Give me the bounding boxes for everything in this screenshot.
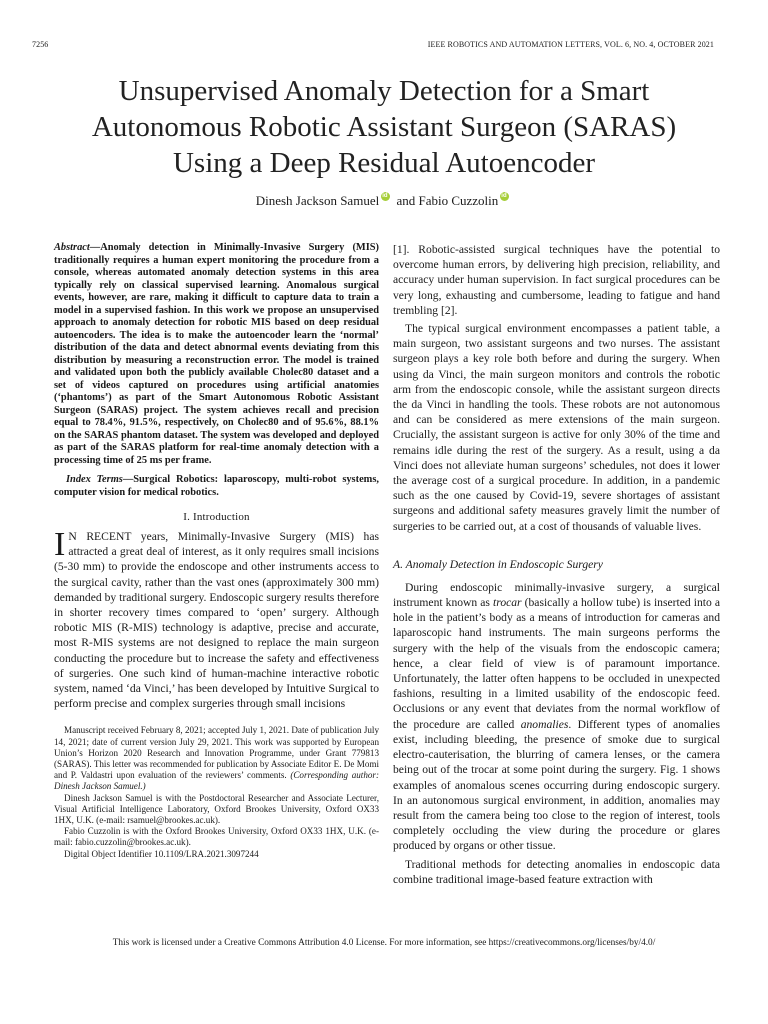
subsection-heading: A. Anomaly Detection in Endoscopic Surgery [393, 557, 603, 571]
footnote-doi: Digital Object Identifier 10.1109/LRA.2021.3097244 [64, 848, 259, 859]
abstract-label: Abstract [54, 242, 90, 253]
intro-paragraph [54, 526, 379, 711]
footnote-manuscript [54, 725, 379, 792]
orcid-icon[interactable] [381, 192, 390, 201]
right-column [393, 242, 720, 887]
index-terms-label: Index Terms [66, 474, 123, 485]
right-paragraph-1: [1]. Robotic-assisted surgical techniques have the potential to overcome human errors, by delivering high precision, reliability, and accuracy under human supervision. In fact surgical procedures can be very long, exhausting and cumbersome, leading to fatigue and hand trembling [2]. [393, 243, 720, 317]
section-heading-introduction: I. Introduction [183, 511, 250, 523]
abstract-text: —Anomaly detection in Minimally-Invasive Surgery (MIS) traditionally requires a human expert monitoring the procedure from a console, whereas automated anomaly detection systems in this area typically rely on classical supervised learning. Anomalous surgical events, however, are rare, making it difficult to capture data to train a model in a supervised fashion. In this work we propose an unsupervised approach to anomaly detection for robotic MIS based on deep residual autoencoders. The idea is to make the autoencoder learn the ‘normal’ distribution of the data and detect abnormal events deviating from this distribution by measuring a reconstruction error. The model is trained and validated upon both the publicly available Cholec80 dataset and a set of videos captured on procedures using artificial anatomies (‘phantoms’) as part of the Smart Autonomous Robotic Assistant Surgeon (SARAS) project. The system achieves recall and precision equal to 78.4%, 91.5%, respectively, on Cholec80 and of 95.6%, 88.1% on the SARAS phantom dataset. The system was developed and deployed as part of the SARAS platform for real-time anomaly detection with a processing time of 25 ms per frame. [54, 242, 379, 466]
footnote-author-1: Dinesh Jackson Samuel is with the Postdoctoral Researcher and Associate Lecturer, Visual Artificial Intelligence Laboratory, Oxford Brookes University, Oxford OX33 1HX, U.K. (e-mail: rsamuel@brookes.ac.uk). [54, 792, 379, 826]
running-header [32, 40, 714, 54]
title-line-3: Using a Deep Residual Autoencoder [172, 147, 595, 179]
license-footer: This work is licensed under a Creative Commons Attribution 4.0 License. For more information, see https://creativecommons.org/licenses/by/4.0/ [112, 938, 656, 948]
paper-title [40, 73, 728, 181]
intro-lead: N RECENT years, [68, 530, 169, 543]
title-line-1: Unsupervised Anomaly Detection for a Smart [118, 75, 650, 107]
right-paragraph-3 [393, 580, 720, 854]
author-2: Fabio Cuzzolin [418, 193, 499, 208]
term-anomalies: anomalies [520, 717, 569, 731]
journal-name: IEEE ROBOTICS AND AUTOMATION LETTERS, VOL. 6, NO. 4, OCTOBER 2021 [427, 40, 714, 49]
author-1: Dinesh Jackson Samuel [255, 193, 380, 208]
drop-cap: I [54, 526, 66, 563]
author-conjunction: and [396, 193, 416, 208]
right-paragraph-2: The typical surgical environment encompasses a patient table, a main surgeon, two assistant surgeons and two nurses. The assistant surgeon plays a key role both before and during the surgery. When using da Vinci, the main surgeon monitors and controls the robotic arm from the endoscopic console, while the assistant surgeon directs the da Vinci in handling the tools. These robots are not autonomous and can be considered as mere extensions of the main surgeon. Crucially, the assistant surgeon is active for only 30% of the time and remains idle during the rest of the surgery. As a result, using a da Vinci does not alleviate human surgeons’ schedules, not does it lower the average cost of a surgical procedure. In addition, in a pandemic such as the one caused by Covid-19, severe shortages of assistant surgeons and additional safety measures gravely limit the number of surgeries to be carried out, at a cost of thousands of valuable lives. [393, 322, 720, 533]
intro-text: Minimally-Invasive Surgery (MIS) has attracted a great deal of interest, as it only requires small incisions (5-30 mm) to provide the endoscope and other instruments access to the surgical cavity, rather than the vast ones (approximately 300 mm) demanded by traditional surgery. Endoscopic surgery results therefore in shorter recovery times compared to ‘open’ surgery. Although robotic MIS (R-MIS) technology is adaptive, precise and accurate, most R-MIS systems are not designed to replace the main surgeon conducting the procedure but to increase the safety and effectiveness of surgeries. One such kind of human-machine interactive robotic system, named ‘da Vinci,’ has been developed by Intuitive Surgical to perform precise and complex surgeries through small incisions [54, 530, 379, 711]
footnote-manuscript-text: Manuscript received February 8, 2021; accepted July 1, 2021. Date of publication July 14, 2021; date of current version July 29, 2021. This work was supported by European Union’s Horizon 2020 Research and Innovation Programme, under Grant 779813 (SARAS). This letter was recommended for publication by Associate Editor E. De Momi and P. Valdastri upon evaluation of the reviewers’ comments. [54, 725, 379, 781]
right-paragraph-4: Traditional methods for detecting anomalies in endoscopic data combine traditional image-based feature extraction with [393, 857, 720, 886]
page-number: 7256 [32, 40, 49, 49]
term-trocar: trocar [493, 596, 522, 610]
index-terms-text: —Surgical Robotics: laparoscopy, multi-robot systems, computer vision for medical robotics. [54, 474, 379, 498]
title-line-2: Autonomous Robotic Assistant Surgeon (SARAS) [91, 111, 677, 143]
para3-text-a: During endoscopic minimally-invasive surgery, a surgical instrument known as [393, 580, 720, 610]
author-list [40, 192, 728, 209]
para3-text-b: (basically a hollow tube) is inserted into a hole in the patient’s body as a means of introduction for cameras and laparoscopic hand instruments. The main surgeons performs the surgery with the help of the visuals from the endoscopic camera; hence, a clear field of view is of paramount importance. Unfortunately, the latter often happens to be occluded in unexpected fashions, resulting in a limited usability of the endoscopic feed. Occlusions or any event that deviates from the normal workflow of the procedure are called [393, 596, 720, 731]
orcid-icon[interactable] [500, 192, 509, 201]
abstract [54, 242, 379, 467]
index-terms [54, 474, 379, 499]
para3-text-c: . Different types of anomalies exist, including bleeding, the presence of smoke due to surgical electro-cauterisation, the blurring of camera lenses, or the camera being out of the trocar at some point during the surgery. Fig. 1 shows examples of anomalous scenes occurring during endoscopic surgery. In an autonomous surgical environment, in addition, anomalies may result from the camera being too close to the region of interest, tools completely occluding the view during the procedure or glares produced by organs or other tissue. [393, 717, 721, 853]
footnote-author-2: Fabio Cuzzolin is with the Oxford Brookes University, Oxford OX33 1HX, U.K. (e-mail: fabio.cuzzolin@brookes.ac.uk). [54, 826, 379, 848]
corresponding-author: (Corresponding author: Dinesh Jackson Samuel.) [54, 770, 379, 792]
left-column [54, 242, 379, 860]
